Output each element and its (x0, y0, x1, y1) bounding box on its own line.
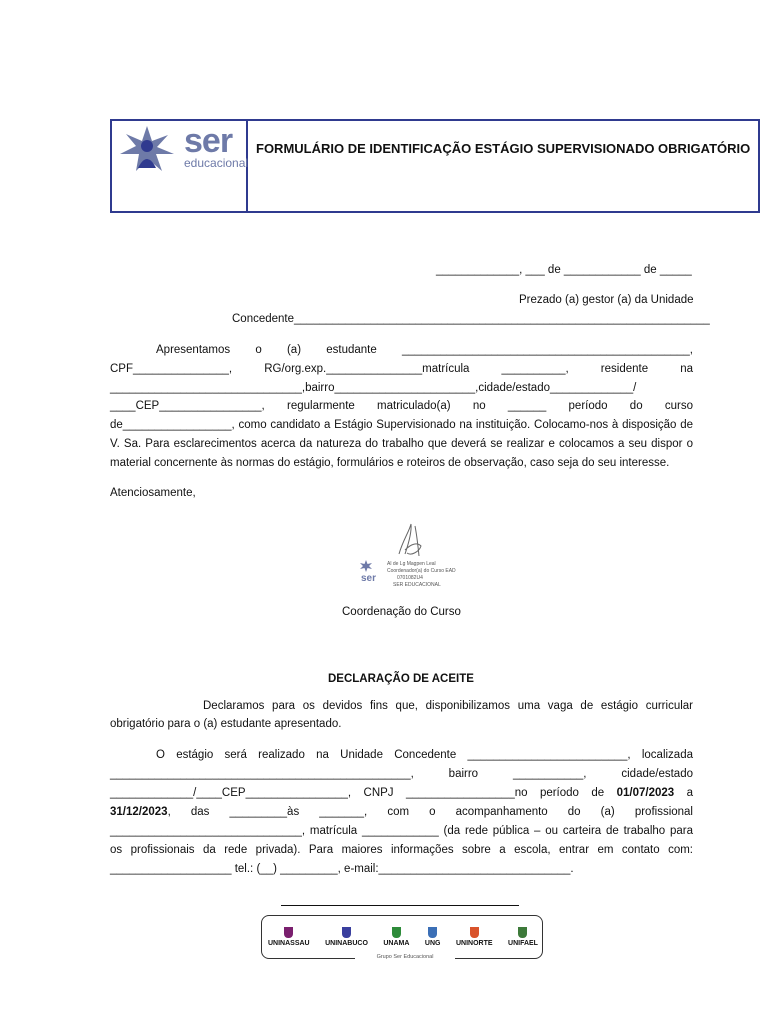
letter-p1-line7: material concernente às normas do estágio, formulários e roteiros de observação, caso seja do seu interesse. (110, 457, 670, 469)
decl-p2-line3-a: _____________/____CEP________________, CNPJ _________________no período de (110, 787, 617, 799)
decl-p2-line3 (110, 784, 693, 803)
letter-p1-line2: CPF_______________, RG/org.exp._______________matrícula __________, residente na (110, 363, 693, 375)
decl-p2-line6: os profissionais da rede privada). Para maiores informações sobre a escola, entrar em contato com: (110, 844, 693, 856)
letter-p1-line5: de_________________, como candidato a Estágio Supervisionado na instituição. Colocamo-nos à disposição de (110, 419, 693, 431)
handwritten-signature (391, 520, 431, 560)
brand-name: UNINORTE (455, 940, 493, 947)
brand-shield-icon (518, 927, 527, 938)
brand-unama (383, 927, 409, 949)
form-title: FORMULÁRIO DE IDENTIFICAÇÃO ESTÁGIO SUPERVISIONADO OBRIGATÓRIO (256, 141, 751, 156)
closing: Atenciosamente, (110, 487, 196, 499)
signature-stamp (355, 520, 455, 592)
letter-p1-line6: V. Sa. Para esclarecimentos acerca da natureza do trabalho que deverá se realizar e colocamos a seu dispor o (110, 438, 693, 450)
signer-code: 0701082U4 (397, 575, 423, 581)
start-date: 01/07/2023 (616, 787, 675, 799)
brand-shield-icon (284, 927, 293, 938)
brand-name: UNAMA (383, 940, 410, 947)
greeting: Prezado (a) gestor (a) da Unidade (519, 294, 694, 306)
decl-p2-line1: O estágio será realizado na Unidade Concedente _________________________, localizada (156, 749, 693, 761)
signer-org: SER EDUCACIONAL (393, 582, 441, 588)
logo-word: ser (184, 122, 233, 160)
declaration-title: DECLARAÇÃO DE ACEITE (328, 673, 474, 685)
decl-p2-line2: _______________________________________________, bairro ___________, cidade/estado (110, 768, 693, 780)
brand-ung (425, 927, 441, 949)
signature-line (281, 905, 519, 906)
brand-name: UNG (424, 940, 441, 947)
signer-role: Coordenador(a) do Curso EAD (387, 568, 456, 574)
small-ser-star-icon (359, 560, 373, 572)
stamp-logo-word: ser (361, 573, 377, 584)
decl-p2-line7: ___________________ tel.: (__) _________, e-mail:______________________________. (110, 863, 574, 875)
decl-p1-line1: Declaramos para os devidos fins que, disponibilizamos uma vaga de estágio curricular (203, 700, 693, 712)
coordination-label: Coordenação do Curso (342, 606, 461, 618)
brand-shield-icon (470, 927, 479, 938)
brand-unifael (508, 927, 538, 949)
decl-p2-line5: ______________________________, matrícula ____________ (da rede pública – ou carteira de trabalho para (110, 825, 693, 837)
brand-shield-icon (392, 927, 401, 938)
decl-p2-line4-b: , das _________às _______, com o acompanhamento do (a) profissional (167, 806, 693, 818)
decl-p1-line2: obrigatório para o (a) estudante apresentado. (110, 718, 342, 730)
letter-p1-line1: Apresentamos o (a) estudante _____________________________________________, (156, 344, 693, 356)
brand-shield-icon (342, 927, 351, 938)
brand-uninorte (456, 927, 493, 949)
concedente-line: Concedente_________________________________________________________________ (232, 313, 710, 325)
star-person-icon (116, 124, 178, 174)
brand-uninassau (268, 927, 310, 949)
brand-name: UNIFAEL (508, 940, 538, 947)
end-date: 31/12/2023 (110, 806, 168, 818)
letter-p1-line4: ____CEP________________, regularmente matriculado(a) no ______ período do curso (110, 400, 693, 412)
decl-p2-line4 (110, 803, 693, 822)
brand-name: UNINABUCO (325, 940, 368, 947)
letter-p1-line3: ______________________________,bairro______________________,cidade/estado_____________/ (110, 382, 637, 394)
decl-p2-line3-b: a (674, 787, 693, 799)
signer-name: Al de Lg Magpen Leal (387, 561, 436, 567)
date-line: _____________, ___ de ____________ de _____ (436, 264, 692, 276)
brand-shield-icon (428, 927, 437, 938)
ser-educacional-logo (116, 122, 249, 176)
brand-list (268, 927, 538, 949)
brand-uninabuco (325, 927, 368, 949)
brand-name: UNINASSAU (268, 940, 310, 947)
group-label: Grupo Ser Educacional (355, 952, 455, 962)
logo-subtitle: educacional (184, 156, 249, 170)
